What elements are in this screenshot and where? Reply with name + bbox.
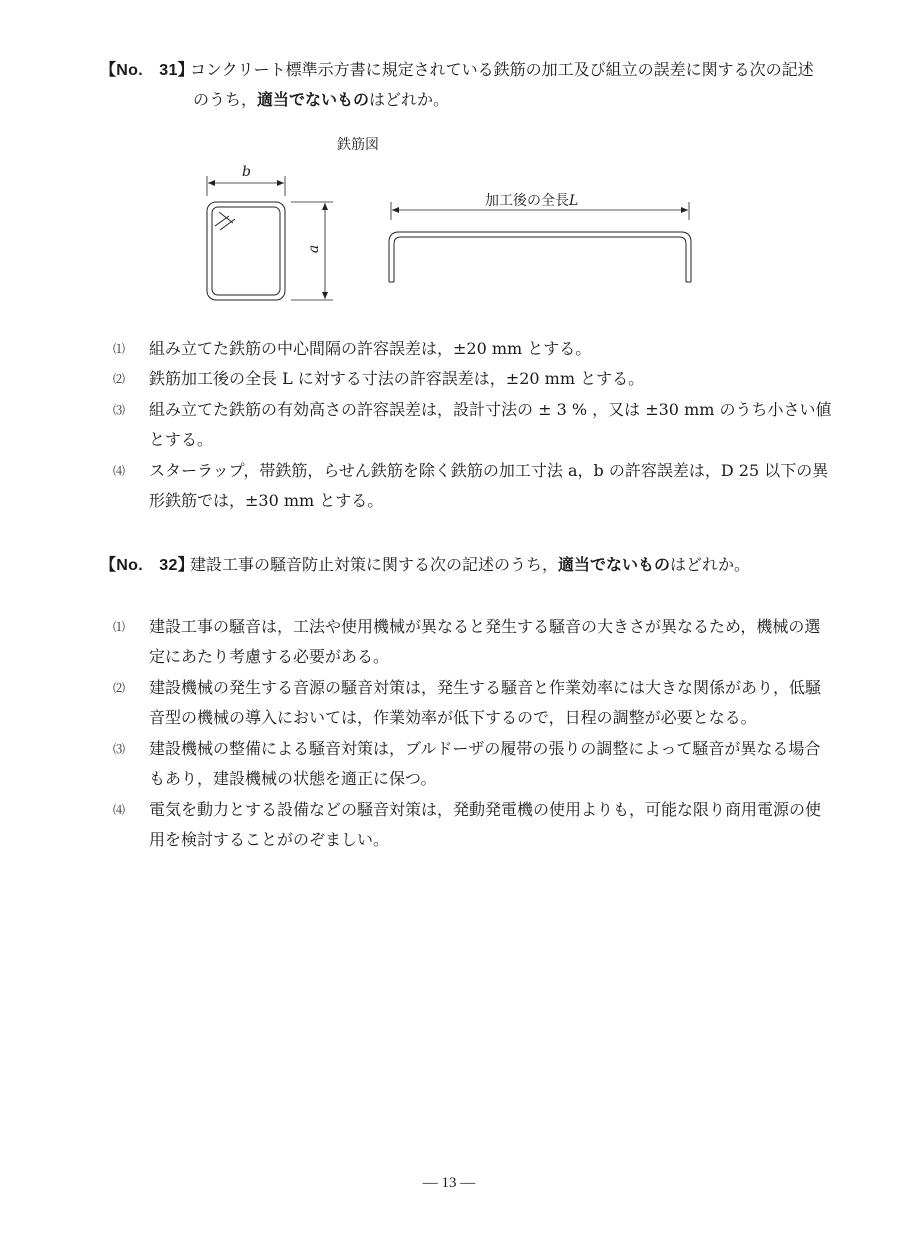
label-a: a (306, 244, 323, 254)
question-number: 【No. 31】 (100, 62, 194, 79)
option-number: ⑶ (113, 742, 126, 756)
stem-emphasis: 適当でないもの (558, 555, 671, 574)
option-number: ⑴ (113, 620, 126, 634)
question-stem: 建設工事の騒音防止対策に関する次の記述のうち，適当でないものはどれか。 (190, 555, 751, 574)
option-number: ⑷ (113, 803, 126, 817)
option-text-line1: 建設機械の発生する音源の騒音対策は，発生する騒音と作業効率には大きな関係があり，低騒 (149, 678, 822, 697)
page-number: ― 13 ― (422, 1175, 476, 1191)
stirrup-shape (207, 202, 285, 300)
option-text: 鉄筋加工後の全長 L に対する寸法の許容誤差は，±20 mm とする。 (149, 369, 645, 388)
option-text-line2: 用を検討することがのぞましい。 (149, 830, 390, 849)
label-b: b (242, 164, 251, 180)
option-number: ⑶ (113, 403, 126, 417)
option-text-line2: とする。 (149, 430, 214, 449)
option-text-line1: スターラップ，帯鉄筋，らせん鉄筋を除く鉄筋の加工寸法 a，b の許容誤差は，D 25 以下の異 (149, 461, 829, 480)
question-number: 【No. 32】 (100, 557, 194, 574)
figure-title: 鉄筋図 (337, 137, 379, 153)
option-text-line1: 組み立てた鉄筋の有効高さの許容誤差は，設計寸法の ± 3 % ，又は ±30 mm のうち小さい値 (149, 400, 832, 419)
bent-rebar-shape (389, 232, 691, 282)
label-L: L (569, 193, 579, 209)
option-text-line2: 形鉄筋では，±30 mm とする。 (149, 491, 384, 510)
question-stem-line1: コンクリート標準示方書に規定されている鉄筋の加工及び組立の誤差に関する次の記述 (190, 60, 814, 79)
label-overall-length: 加工後の全長L (485, 193, 579, 209)
option-text-line1: 建設工事の騒音は，工法や使用機械が異なると発生する騒音の大きさが異なるため，機械の選 (149, 617, 821, 636)
rebar-drawing (195, 130, 705, 320)
option-number: ⑴ (113, 342, 126, 356)
option-text: 組み立てた鉄筋の中心間隔の許容誤差は，±20 mm とする。 (149, 339, 592, 358)
question-32-header (100, 550, 750, 581)
option-number: ⑵ (113, 681, 126, 695)
option-text-line2: 定にあたり考慮する必要がある。 (149, 647, 390, 666)
option-text-line2: もあり，建設機械の状態を適正に保つ。 (149, 769, 437, 788)
question-stem-line2: のうち，適当でないものはどれか。 (193, 90, 450, 109)
option-text-line1: 電気を動力とする設備などの騒音対策は，発動発電機の使用よりも，可能な限り商用電源の使 (149, 800, 822, 819)
option-number: ⑷ (113, 464, 126, 478)
option-text-line2: 音型の機械の導入においては，作業効率が低下するので，日程の調整が必要となる。 (149, 708, 757, 727)
rebar-figure (195, 130, 705, 320)
question-31-header (100, 55, 814, 86)
stem-emphasis: 適当でないもの (257, 90, 370, 109)
option-text-line1: 建設機械の整備による騒音対策は，ブルドーザの履帯の張りの調整によって騒音が異なる場合 (149, 739, 821, 758)
option-number: ⑵ (113, 372, 126, 386)
